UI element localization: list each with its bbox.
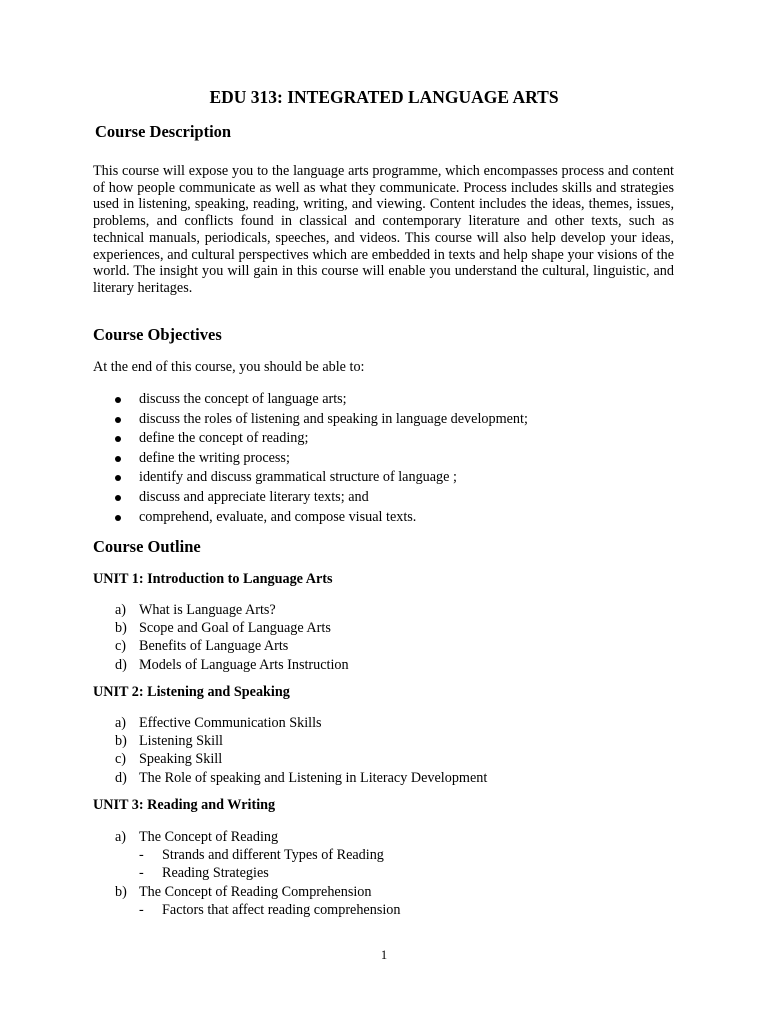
list-item: b) Scope and Goal of Language Arts (115, 620, 331, 637)
list-item: a) What is Language Arts? (115, 602, 276, 618)
sub-list-item: - Strands and different Types of Reading (139, 847, 384, 864)
objectives-list (112, 390, 528, 527)
course-objectives-heading: Course Objectives (93, 325, 222, 344)
bullet-icon (115, 475, 121, 481)
objective-item: comprehend, evaluate, and compose visual texts. (112, 508, 528, 528)
list-item: b) Listening Skill (115, 733, 223, 750)
list-item: d) Models of Language Arts Instruction (115, 656, 349, 673)
objective-item: identify and discuss grammatical structure of language ; (112, 468, 528, 488)
bullet-icon (115, 515, 121, 521)
unit3-title: UNIT 3: Reading and Writing (93, 797, 276, 813)
unit2-list (115, 714, 487, 787)
sub-list (139, 846, 400, 882)
list-item: b) The Concept of Reading Comprehension - Factors that affect reading comprehension (115, 883, 401, 918)
unit3-list (115, 828, 400, 919)
course-description-heading: Course Description (95, 122, 232, 141)
bullet-icon (115, 417, 121, 423)
objective-item: define the concept of reading; (112, 429, 528, 449)
unit2-title: UNIT 2: Listening and Speaking (93, 684, 290, 700)
sub-list-item: - Reading Strategies (139, 865, 269, 882)
list-item: a) The Concept of Reading - Strands and different Types of Reading - Reading Strategies (115, 828, 400, 883)
objective-item: discuss the roles of listening and speaking in language development; (112, 410, 528, 430)
list-item: c) Benefits of Language Arts (115, 638, 289, 655)
objective-item: discuss and appreciate literary texts; and (112, 488, 528, 508)
course-description-text: This course will expose you to the language arts programme, which encompasses process and content of how people communicate as well as what they communicate. Process includes skills and strategies used in listening, speaking, reading, writing, and viewing. Content includes the ideas, themes, issues, problems, and conflicts found in classical and contemporary literature and other texts, such as technical manuals, periodicals, speeches, and videos. This course will also help develop your ideas, experiences, and cultural perspectives which are embedded in texts and help shape your visions of the world. The insight you will gain in this course will enable you understand the cultural, linguistic, and literary heritages. (93, 163, 674, 296)
objectives-intro: At the end of this course, you should be able to: (93, 359, 365, 375)
bullet-icon (115, 456, 121, 462)
bullet-icon (115, 436, 121, 442)
page-number: 1 (380, 948, 388, 962)
sub-list (139, 901, 400, 919)
unit1-title: UNIT 1: Introduction to Language Arts (93, 571, 333, 587)
bullet-icon (115, 397, 121, 403)
objective-item: discuss the concept of language arts; (112, 390, 528, 410)
course-outline-heading: Course Outline (93, 537, 201, 556)
objective-item: define the writing process; (112, 449, 528, 469)
bullet-icon (115, 495, 121, 501)
list-item: c) Speaking Skill (115, 751, 223, 768)
list-item: a) Effective Communication Skills (115, 715, 322, 731)
document-title: EDU 313: INTEGRATED LANGUAGE ARTS (209, 87, 559, 107)
list-item: d) The Role of speaking and Listening in Literacy Development (115, 769, 488, 786)
unit1-list (115, 601, 349, 674)
sub-list-item: - Factors that affect reading comprehension (139, 901, 401, 918)
